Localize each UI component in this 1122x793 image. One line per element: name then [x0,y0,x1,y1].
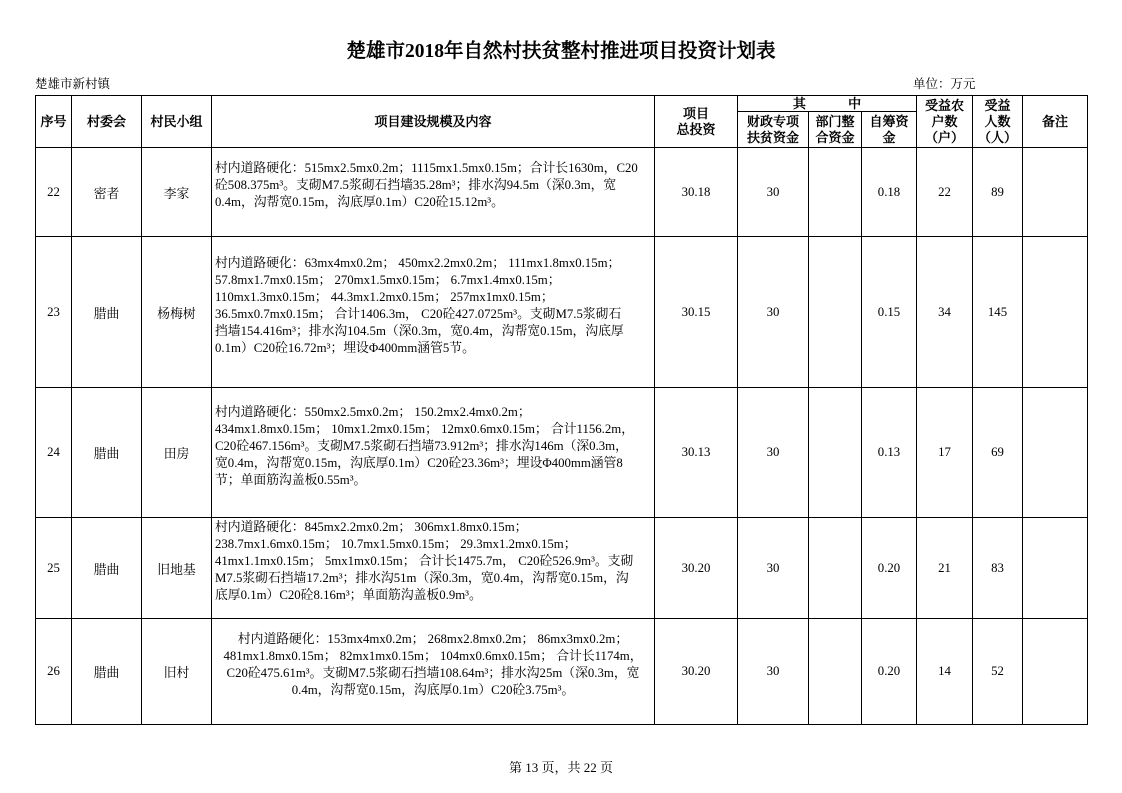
village-committee-cell: 腊曲 [72,237,142,388]
location-label: 楚雄市新村镇 [35,77,111,91]
people-cell: 69 [973,388,1023,518]
department-fund-cell [809,388,862,518]
households-cell: 21 [917,518,973,619]
department-fund-cell [809,619,862,725]
header-self-raised-fund: 自筹资 金 [862,112,917,148]
total-investment-cell: 30.15 [655,237,738,388]
unit-label: 单位：万元 [913,77,976,91]
header-total-investment: 项目 总投资 [655,96,738,148]
total-investment-cell: 30.13 [655,388,738,518]
row-index-cell: 24 [36,388,72,518]
department-fund-cell [809,148,862,237]
project-content-cell: 村内道路硬化：550mx2.5mx0.2m； 150.2mx2.4mx0.2m； 434mx1.8mx0.15m； 10mx1.2mx0.15m； 12mx0.6mx0.15m； 合计1156.2m， C20砼467.156m³。支砌M7.5浆砌石挡墙73.912m³；排水沟146m（深0.3m， 宽0.4m，沟帮宽0.15m，沟底厚0.1m）C20砼23.36m³；埋设Φ400mm涵管8 节；单面筋沟盖板0.55m³。 [212,388,655,518]
self-raised-fund-cell: 0.20 [862,518,917,619]
project-content-cell: 村内道路硬化：515mx2.5mx0.2m；1115mx1.5mx0.15m；合计长1630m，C20 砼508.375m³。支砌M7.5浆砌石挡墙35.28m³；排水沟94.5m（深0.3m，宽 0.4m，沟帮宽0.15m，沟底厚0.1m）C20砼15.12m³。 [212,148,655,237]
project-content-cell: 村内道路硬化：153mx4mx0.2m； 268mx2.8mx0.2m； 86mx3mx0.2m； 481mx1.8mx0.15m； 82mx1mx0.15m； 104mx0.6mx0.15m； 合计长1174m， C20砼475.61m³。支砌M7.5浆砌石挡墙108.64m³；排水沟25m（深0.3m，宽 0.4m，沟帮宽0.15m，沟底厚0.1m）C20砼3.75m³。 [212,619,655,725]
villager-group-cell: 旧村 [142,619,212,725]
village-committee-cell: 腊曲 [72,619,142,725]
self-raised-fund-cell: 0.18 [862,148,917,237]
villager-group-cell: 田房 [142,388,212,518]
remarks-cell [1023,148,1088,237]
header-beneficiary-people: 受益 人数 （人） [973,96,1023,148]
header-department-fund: 部门整 合资金 [809,112,862,148]
document-title: 楚雄市2018年自然村扶贫整村推进项目投资计划表 [346,41,776,62]
village-committee-cell: 密者 [72,148,142,237]
remarks-cell [1023,237,1088,388]
investment-plan-table [35,95,1088,725]
department-fund-cell [809,237,862,388]
households-cell: 17 [917,388,973,518]
remarks-cell [1023,518,1088,619]
row-index-cell: 25 [36,518,72,619]
villager-group-cell: 杨梅树 [142,237,212,388]
self-raised-fund-cell: 0.15 [862,237,917,388]
people-cell: 83 [973,518,1023,619]
department-fund-cell [809,518,862,619]
remarks-cell [1023,619,1088,725]
total-investment-cell: 30.20 [655,619,738,725]
households-cell: 22 [917,148,973,237]
fiscal-fund-cell: 30 [738,237,809,388]
fiscal-fund-cell: 30 [738,518,809,619]
villager-group-cell: 李家 [142,148,212,237]
page-number-footer: 第 13 页，共 22 页 [508,760,613,775]
fiscal-fund-cell: 30 [738,148,809,237]
households-cell: 14 [917,619,973,725]
header-beneficiary-households: 受益农 户数 （户） [917,96,973,148]
self-raised-fund-cell: 0.20 [862,619,917,725]
village-committee-cell: 腊曲 [72,518,142,619]
fiscal-fund-cell: 30 [738,388,809,518]
header-index: 序号 [36,96,72,148]
header-fiscal-fund: 财政专项 扶贫资金 [738,112,809,148]
villager-group-cell: 旧地基 [142,518,212,619]
project-content-cell: 村内道路硬化：63mx4mx0.2m； 450mx2.2mx0.2m； 111mx1.8mx0.15m； 57.8mx1.7mx0.15m； 270mx1.5mx0.15m； 6.7mx1.4mx0.15m； 110mx1.3mx0.15m； 44.3mx1.2mx0.15m； 257mx1mx0.15m； 36.5mx0.7mx0.15m； 合计1406.3m， C20砼427.0725m³。支砌M7.5浆砌石 挡墙154.416m³；排水沟104.5m（深0.3m，宽0.4m，沟帮宽0.15m，沟底厚 0.1m）C20砼16.72m³；埋设Φ400mm涵管5节。 [212,237,655,388]
header-village-committee: 村委会 [72,96,142,148]
households-cell: 34 [917,237,973,388]
people-cell: 89 [973,148,1023,237]
total-investment-cell: 30.18 [655,148,738,237]
village-committee-cell: 腊曲 [72,388,142,518]
row-index-cell: 22 [36,148,72,237]
header-of-which: 其 中 [738,96,917,112]
header-project-content: 项目建设规模及内容 [212,96,655,148]
total-investment-cell: 30.20 [655,518,738,619]
people-cell: 145 [973,237,1023,388]
remarks-cell [1023,388,1088,518]
people-cell: 52 [973,619,1023,725]
header-villager-group: 村民小组 [142,96,212,148]
header-remarks: 备注 [1023,96,1088,148]
fiscal-fund-cell: 30 [738,619,809,725]
self-raised-fund-cell: 0.13 [862,388,917,518]
project-content-cell: 村内道路硬化：845mx2.2mx0.2m； 306mx1.8mx0.15m； 238.7mx1.6mx0.15m； 10.7mx1.5mx0.15m； 29.3mx1.2mx0.15m； 41mx1.1mx0.15m； 5mx1mx0.15m； 合计长1475.7m， C20砼526.9m³。支砌 M7.5浆砌石挡墙17.2m³；排水沟51m（深0.3m，宽0.4m，沟帮宽0.15m，沟 底厚0.1m）C20砼8.16m³；单面筋沟盖板0.9m³。 [212,518,655,619]
row-index-cell: 23 [36,237,72,388]
row-index-cell: 26 [36,619,72,725]
